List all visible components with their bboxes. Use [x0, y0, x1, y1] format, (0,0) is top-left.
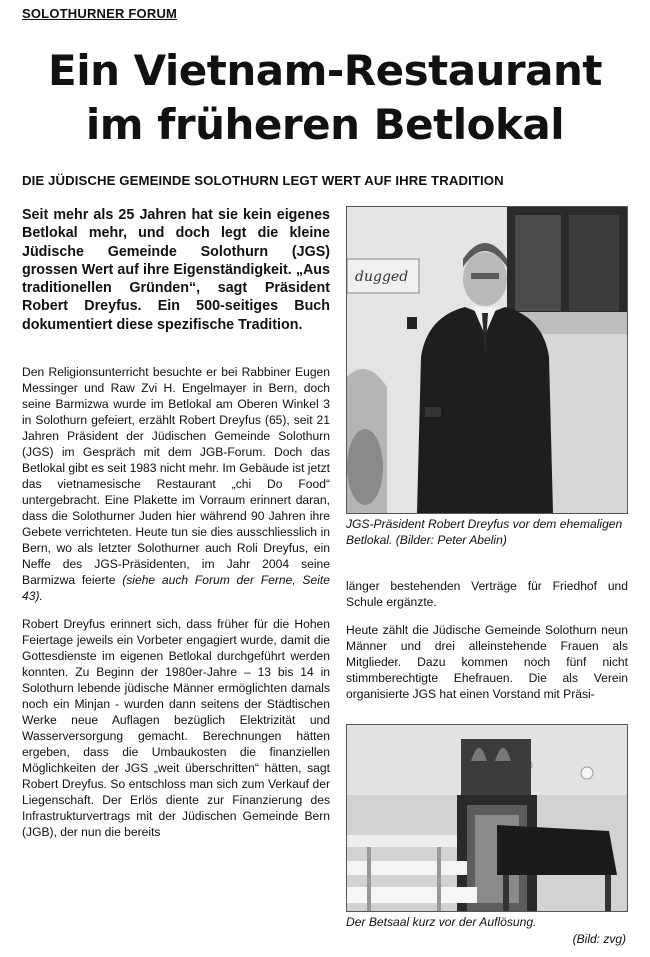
portrait-caption: JGS-Präsident Robert Dreyfus vor dem ehemaligen Betlokal. (Bilder: Peter Abelin) [346, 517, 623, 547]
sign-text: dugged [355, 269, 409, 285]
prayer-room-credit: (Bild: zvg) [572, 932, 626, 946]
body-paragraph: Robert Dreyfus erinnert sich, dass früher für die Hohen Feiertage jeweils ein Vorbeter engagiert wurde, damit die Gottesdienste im eigenen Betlokal durchgeführt werden konnten. Zu Beginn der 1980er-Jahre – 13 bis 14 in Solothurn lebende jüdische Männer ermöglichten damals noch ein Minjan - wurden dann seitens der Städtischen Werke neue Auflagen bezüglich Elektrizität und Wasserversorgung gemacht. Berechnungen hätten ergeben, dass die Umbaukosten die finanziellen Möglichkeiten der JGS „weit überschritten“ hätten, sagt Robert Dreyfus. So entschloss man sich zum Verkauf der Liegenschaft. Der Erlös diente zur Finanzierung des Infrastrukturvertrags mit der Jüdischen Gemeinde Bern (JGB), der nun die bereits [22, 617, 330, 839]
portrait-photo-drawing [347, 207, 627, 513]
prayer-room-caption: Der Betsaal kurz vor der Auflösung. [346, 915, 537, 929]
prayer-room-photo-drawing [347, 725, 627, 911]
body-text: Den Religionsunterricht besuchte er bei Rabbiner Eugen Messinger und Raw Zvi H. Engelmayer in Bern, doch seine Barmizwa wurde im Betlokal am Oberen Winkel 3 in Solothurn gefeiert, erzählt Robert Dreyfus (65), seit 21 Jahren Präsident der Jüdischen Gemeinde Solothurn (JGS) im Gespräch mit dem JGB-Forum. Doch das Betlokal gibt es seit 1983 nicht mehr. Im Gebäude ist jetzt das vietnamesische Restaurant „chi Do Food“ untergebracht. Eine Plakette im Vorraum erinnert daran, dass die Solothurner Juden hier während 90 Jahren ihre Gebete verrichteten. Heute tun sie dies ausschliesslich in Bern, wo als letzter Solothurner auch Roli Dreyfus, ein Neffe des JGS-Präsidenten, im Jahr 2004 seine Barmizwa feierte [22, 365, 330, 587]
cross-reference: (siehe auch Forum der Ferne, Seite 43). [22, 573, 331, 603]
body-paragraph: Heute zählt die Jüdische Gemeinde Solothurn neun Männer und drei alleinstehende Frauen als Mitglieder. Dazu kommen noch fünf nicht stimmberechtigte Ehefrauen. Die als Verein organisierte JGS hat einen Vorstand mit Präsi- [346, 623, 628, 701]
portrait-photo [346, 206, 628, 514]
lead-paragraph: Seit mehr als 25 Jahren hat sie kein eigenes Betlokal mehr, und doch legt die kleine Jüdische Gemeinde Solothurn (JGS) grossen Wert auf ihre Eigenständigkeit. „Aus traditionellen Gründen“, sagt Präsident Robert Dreyfus. Ein 500-seitiges Buch dokumentiert diese spezifische Tradition. [22, 207, 330, 333]
rubric: SOLOTHURNER FORUM [22, 6, 178, 21]
right-column [346, 578, 628, 714]
headline-line-1: Ein Vietnam-Restaurant [48, 46, 602, 95]
body-paragraph: länger bestehenden Verträge für Friedhof und Schule ergänzte. [346, 579, 628, 609]
headline-line-2: im früheren Betlokal [85, 100, 565, 149]
prayer-room-photo [346, 724, 628, 912]
body-paragraph [22, 364, 330, 604]
left-column [22, 364, 330, 852]
headline [0, 44, 650, 152]
subheadline: DIE JÜDISCHE GEMEINDE SOLOTHURN LEGT WERT AUF IHRE TRADITION [22, 173, 504, 188]
